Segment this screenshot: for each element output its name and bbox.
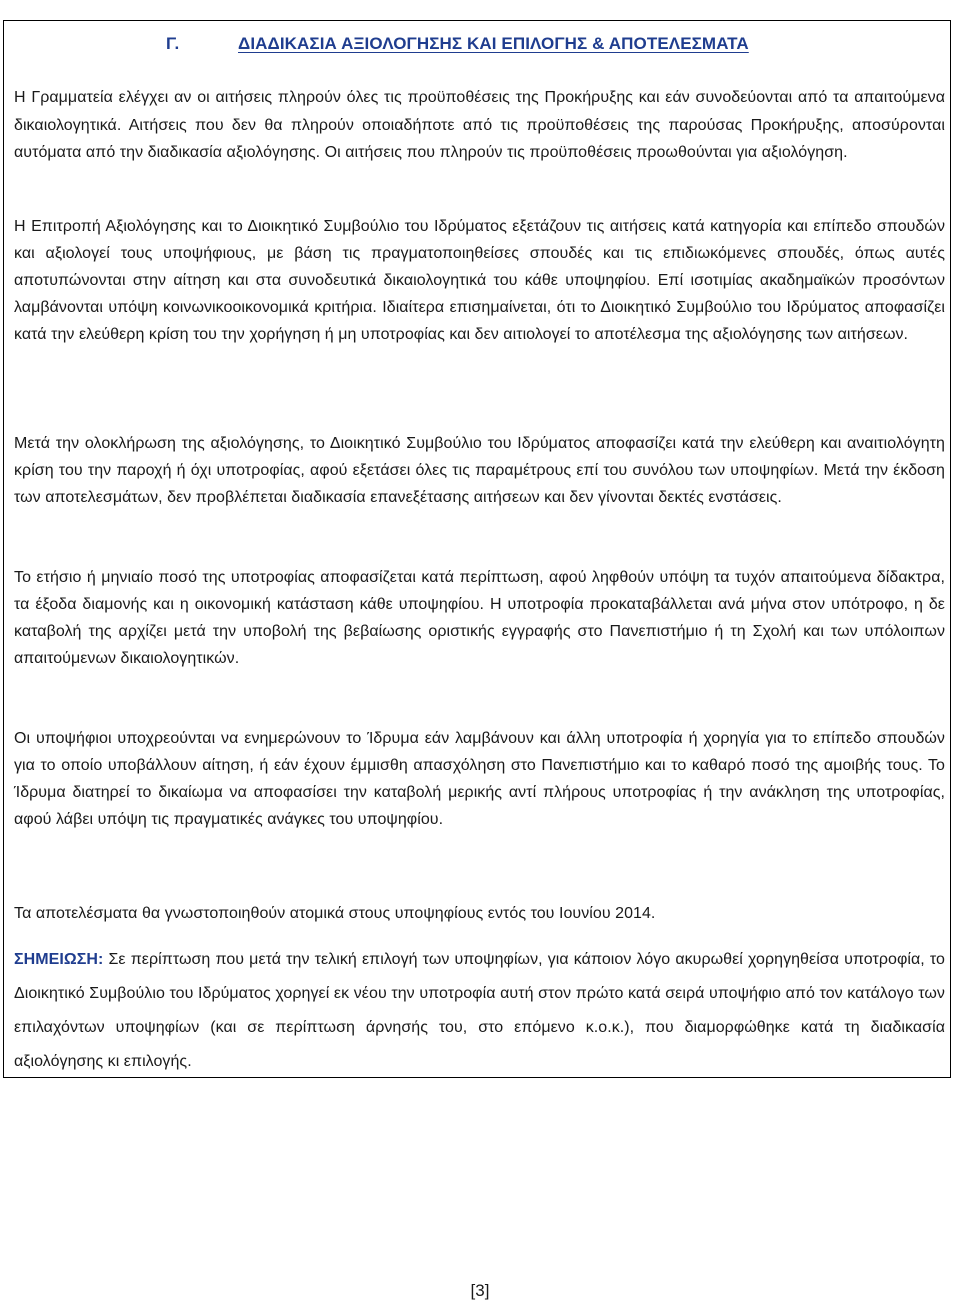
section-letter: Γ. bbox=[166, 34, 180, 53]
paragraph-evaluation-committee: Η Επιτροπή Αξιολόγησης και το Διοικητικό Συμβούλιο του Ιδρύματος εξετάζουν τις αιτήσεις κατά κατηγορία και επίπεδο σπουδών και αξιολογεί τους υποψήφιους, με βάση τις πραγματοποιηθείσες σπουδές και τις επιδιωκόμενες σπουδές, όπως αυτές αποτυπώνονται στην αίτηση και στα συνοδευτικά δικαιολογητικά του κάθε υποψηφίου. Επί ισοτιμίας ακαδημαϊκών προσόντων λαμβάνονται υπόψη κοινωνικοοικονομικά κριτήρια. Ιδιαίτερα επισημαίνεται, ότι το Διοικητικό Συμβούλιο του Ιδρύματος αποφασίζει κατά την ελεύθερη κρίση του την χορήγηση ή μη υποτροφίας και δεν αιτιολογεί το αποτέλεσμα της αξιολόγησης των αιτήσεων. bbox=[14, 218, 945, 343]
page-number: [3] bbox=[470, 1281, 490, 1300]
paragraph-results-notice: Τα αποτελέσματα θα γνωστοποιηθούν ατομικά στους υποψηφίους εντός του Ιουνίου 2014. bbox=[14, 905, 656, 922]
paragraph-candidate-obligations: Οι υποψήφιοι υποχρεούνται να ενημερώνουν το Ίδρυμα εάν λαμβάνουν και άλλη υποτροφία ή χορηγία για το επίπεδο σπουδών για το οποίο υποβάλλουν αίτηση, ή εάν έχουν έμμισθη απασχόληση στο Πανεπιστήμιο και το καθαρό ποσό της αμοιβής τους. Το Ίδρυμα διατηρεί το δικαίωμα να αποφασίσει την καταβολή μερικής αντί πλήρους υποτροφίας ή την ανάκληση της υποτροφίας, αφού λάβει υπόψη τις πραγματικές ανάγκες του υποψηφίου. bbox=[14, 730, 945, 828]
paragraph-board-decision: Μετά την ολοκλήρωση της αξιολόγησης, το Διοικητικό Συμβούλιο του Ιδρύματος αποφασίζει κατά την ελεύθερη και αναιτιολόγητη κρίση του την παροχή ή όχι υποτροφίας, αφού εξετάσει όλες τις παραμέτρους επί του συνόλου των υποψηφίων. Μετά την έκδοση των αποτελεσμάτων, δεν προβλέπεται διαδικασία επανεξέτασης αιτήσεων και δεν γίνονται δεκτές ενστάσεις. bbox=[14, 435, 945, 506]
section-title: ΔΙΑΔΙΚΑΣΙΑ ΑΞΙΟΛΟΓΗΣΗΣ ΚΑΙ ΕΠΙΛΟΓΗΣ & ΑΠΟΤΕΛΕΣΜΑΤΑ bbox=[238, 34, 749, 53]
note-label: ΣΗΜΕΙΩΣΗ: bbox=[14, 951, 104, 968]
paragraph-scholarship-amount: Το ετήσιο ή μηνιαίο ποσό της υποτροφίας αποφασίζεται κατά περίπτωση, αφού ληφθούν υπόψη τα τυχόν απαιτούμενα δίδακτρα, τα έξοδα διαμονής και η οικονομική κατάσταση κάθε υποψηφίου. Η υποτροφία προκαταβάλλεται ανά μήνα στον υπότροφο, η δε καταβολή της αρχίζει μετά την υποβολή της βεβαίωσης οριστικής εγγραφής στο Πανεπιστήμιο ή τη Σχολή και των υπόλοιπων απαιτούμενων δικαιολογητικών. bbox=[14, 569, 945, 667]
note-text: Σε περίπτωση που μετά την τελική επιλογή των υποψηφίων, για κάποιον λόγο ακυρωθεί χορηγηθείσα υποτροφία, το Διοικητικό Συμβούλιο του Ιδρύματος χορηγεί εκ νέου την υποτροφία αυτή στον πρώτο κατά σειρά υποψήφιο από τον κατάλογο των επιλαχόντων υποψηφίων (και σε περίπτωση άρνησής του, στο επόμενο κ.ο.κ.), που διαμορφώθηκε κατά τη διαδικασία αξιολόγησης κι επιλογής. bbox=[14, 951, 945, 1070]
paragraph-eligibility-check: Η Γραμματεία ελέγχει αν οι αιτήσεις πληρούν όλες τις προϋποθέσεις της Προκήρυξης και εάν συνοδεύονται από τα απαιτούμενα δικαιολογητικά. Αιτήσεις που δεν θα πληρούν οποιαδήποτε από τις προϋποθέσεις της παρούσας Προκήρυξης, αποσύρονται αυτόματα από την διαδικασία αξιολόγησης. Οι αιτήσεις που πληρούν τις προϋποθέσεις προωθούνται για αξιολόγηση. bbox=[14, 89, 945, 161]
section-heading bbox=[166, 34, 749, 54]
note-paragraph bbox=[14, 943, 945, 1079]
